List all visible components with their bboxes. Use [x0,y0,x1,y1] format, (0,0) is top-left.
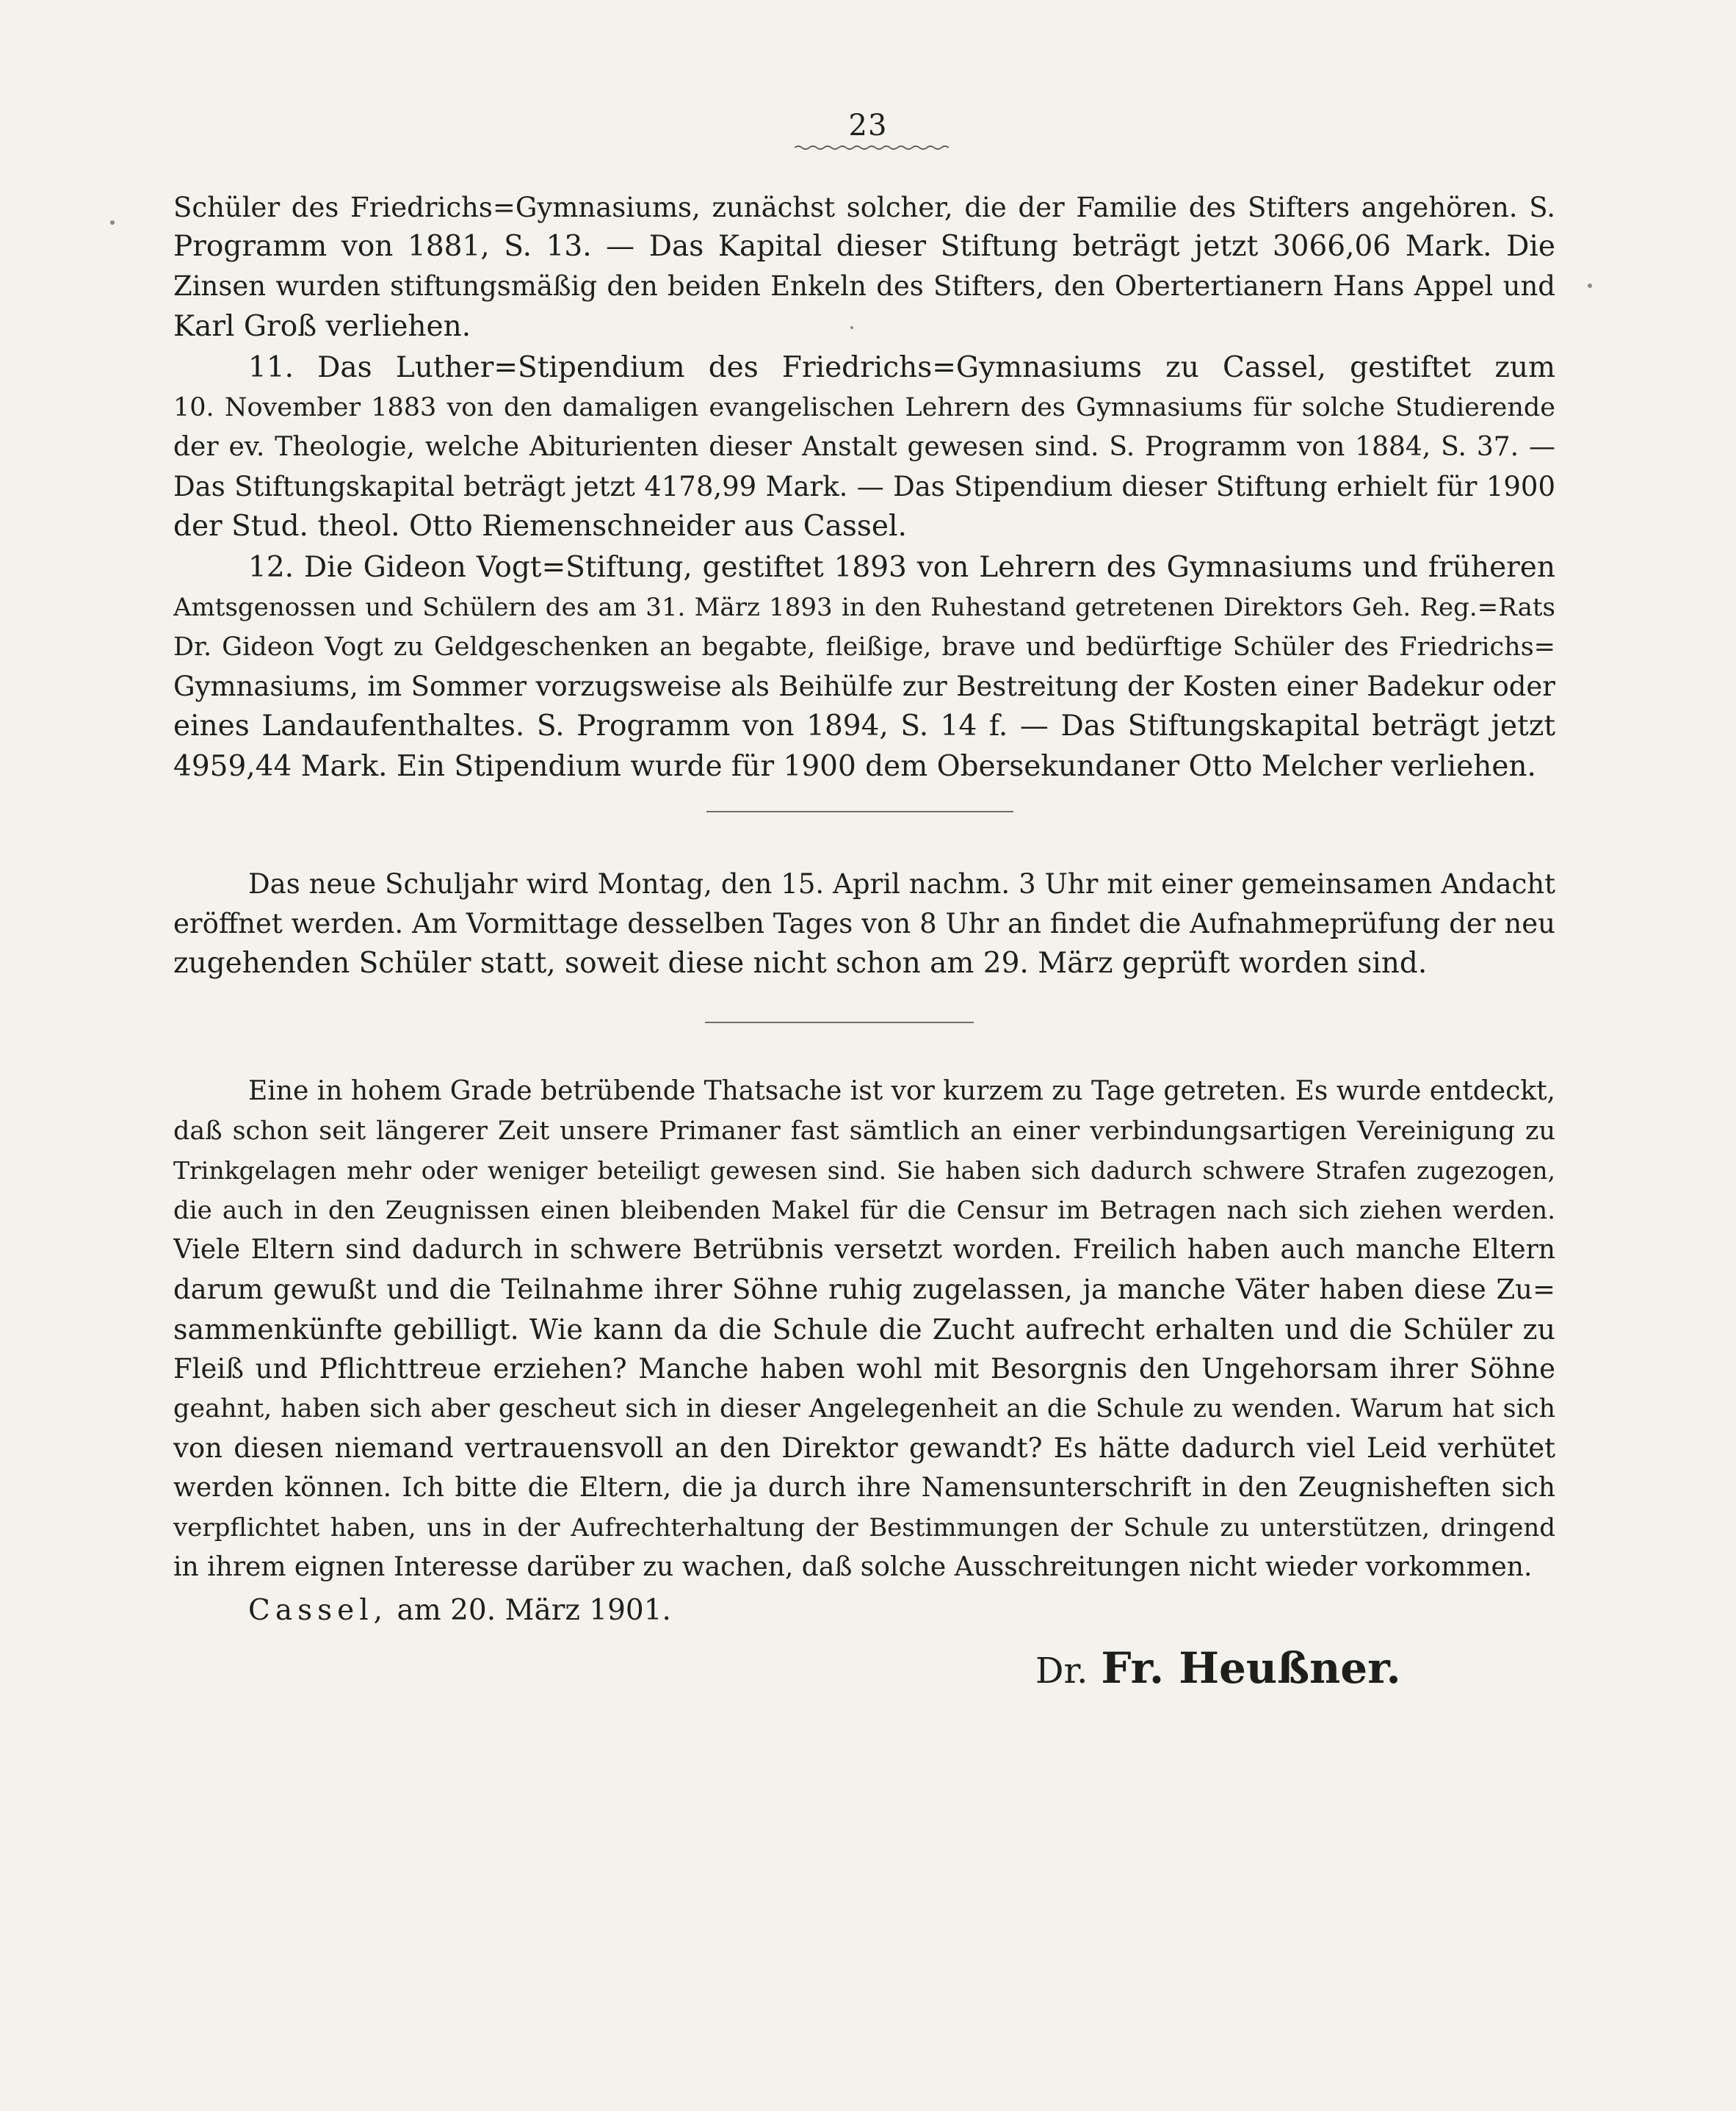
text-line: die auch in den Zeugnissen einen bleibenden Makel für die Censur im Betragen nach sich ziehen werden. [173,1196,1555,1225]
text-line: Das neue Schuljahr wird Montag, den 15. April nachm. 3 Uhr mit einer gemeinsamen Andacht [248,868,1555,900]
text-line: Schüler des Friedrichs=Gymnasiums, zunächst solcher, die der Familie des Stifters angehören. S. [173,192,1555,223]
page-number-ornament-rule [795,144,949,151]
text-line: 12. Die Gideon Vogt=Stiftung, gestiftet 1893 von Lehrern des Gymnasiums und früheren [248,551,1555,584]
signature [1035,1642,1401,1697]
text-line: Karl Groß verliehen. [173,310,471,343]
text-line: Gymnasiums, im Sommer vorzugsweise als Beihülfe zur Bestreitung der Kosten einer Badekur oder [173,671,1555,702]
text-line: Viele Eltern sind dadurch in schwere Betrübnis versetzt worden. Freilich haben auch manche Eltern [173,1235,1555,1265]
text-line: der ev. Theologie, welche Abiturienten dieser Anstalt gewesen sind. S. Programm von 1884, S. 37. — [173,432,1555,462]
scan-speck [110,220,115,225]
scan-speck [1588,284,1592,288]
text-line: eröffnet werden. Am Vormittage desselben Tages von 8 Uhr an findet die Aufnahmeprüfung der neu [173,908,1555,939]
text-line: 4959,44 Mark. Ein Stipendium wurde für 1900 dem Obersekundaner Otto Melcher verliehen. [173,750,1536,783]
text-line: 11. Das Luther=Stipendium des Friedrichs=Gymnasiums zu Cassel, gestiftet zum [248,351,1555,384]
dateline-place: Cassel, [248,1594,388,1627]
section-divider [706,811,1013,812]
signature-name: Fr. Heußner. [1101,1643,1401,1693]
text-line: von diesen niemand vertrauensvoll an den Direktor gewandt? Es hätte dadurch viel Leid verhütet [173,1432,1555,1464]
text-line: Fleiß und Pflichttreue erziehen? Manche haben wohl mit Besorgnis den Ungehorsam ihrer Söhne [173,1353,1555,1385]
signature-title: Dr. [1035,1650,1088,1692]
text-line: darum gewußt und die Teilnahme ihrer Söhne ruhig zugelassen, ja manche Väter haben diese Zu= [173,1274,1555,1305]
section-divider [705,1022,974,1023]
text-line: Amtsgenossen und Schülern des am 31. März 1893 in den Ruhestand getretenen Direktors Geh. Reg.=Rats [173,593,1555,622]
text-line: sammenkünfte gebilligt. Wie kann da die Schule die Zucht aufrecht erhalten und die Schüler zu [173,1313,1555,1346]
text-line: eines Landaufenthaltes. S. Programm von 1894, S. 14 f. — Das Stiftungskapital beträgt jetzt [173,710,1555,743]
text-line: Trinkgelagen mehr oder weniger beteiligt gewesen sind. Sie haben sich dadurch schwere Strafen zugezogen, [173,1156,1555,1185]
page-number: 23 [848,109,888,142]
scan-speck [850,326,853,329]
text-line: Das Stiftungskapital beträgt jetzt 4178,99 Mark. — Das Stipendium dieser Stiftung erhielt für 1900 [173,471,1555,502]
dateline [248,1591,1555,1631]
text-line: zugehenden Schüler statt, soweit diese nicht schon am 29. März geprüft worden sind. [173,947,1428,980]
text-line: Programm von 1881, S. 13. — Das Kapital dieser Stiftung beträgt jetzt 3066,06 Mark. Die [173,230,1555,263]
text-line: Zinsen wurden stiftungsmäßig den beiden Enkeln des Stifters, den Obertertianern Hans Appel und [173,270,1555,302]
text-line: werden können. Ich bitte die Eltern, die ja durch ihre Namensunterschrift in den Zeugnisheften sich [173,1473,1555,1503]
text-line: daß schon seit längerer Zeit unsere Primaner fast sämtlich an einer verbindungsartigen Vereinigung zu [173,1116,1555,1146]
text-line: Eine in hohem Grade betrübende Thatsache ist vor kurzem zu Tage getreten. Es wurde entdeckt, [248,1076,1555,1106]
text-line: Dr. Gideon Vogt zu Geldgeschenken an begabte, fleißige, brave und bedürftige Schüler des Friedrichs= [173,632,1555,662]
text-line: verpflichtet haben, uns in der Aufrechterhaltung der Bestimmungen der Schule zu unterstützen, dringend [173,1513,1555,1542]
text-line: 10. November 1883 von den damaligen evangelischen Lehrern des Gymnasiums für solche Studierende [173,393,1555,422]
text-line: geahnt, haben sich aber gescheut sich in dieser Angelegenheit an die Schule zu wenden. Warum hat sich [173,1394,1555,1423]
dateline-date: am 20. März 1901. [397,1594,671,1627]
text-line: der Stud. theol. Otto Riemenschneider aus Cassel. [173,510,907,543]
text-line: in ihrem eignen Interesse darüber zu wachen, daß solche Ausschreitungen nicht wieder vorkommen. [173,1552,1533,1582]
